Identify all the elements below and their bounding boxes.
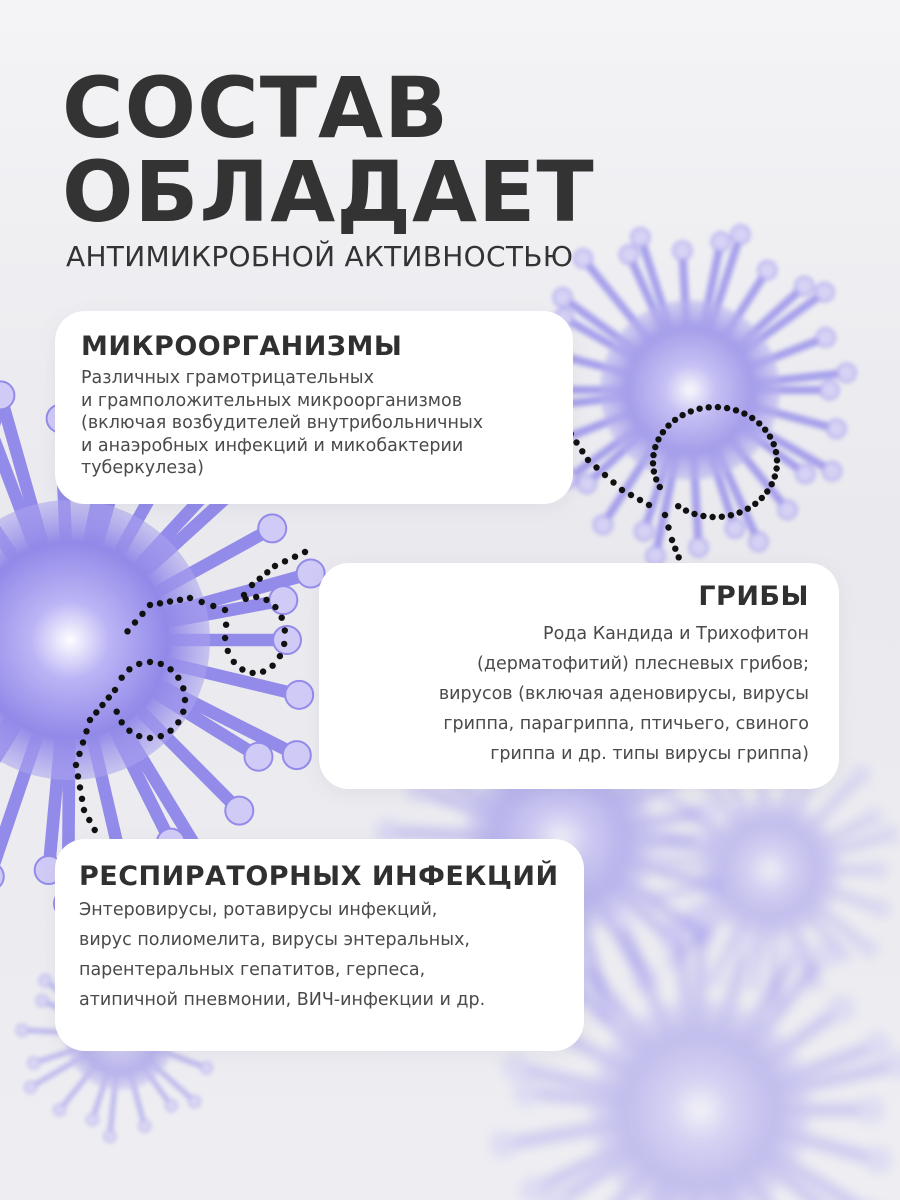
dotted-spiral: [292, 554, 298, 560]
dotted-spiral: [136, 661, 142, 667]
dotted-spiral: [655, 436, 661, 442]
dotted-spiral: [665, 524, 671, 530]
dotted-spiral: [691, 511, 697, 517]
dotted-spiral: [676, 554, 682, 560]
dotted-spiral: [756, 420, 762, 426]
dotted-spiral: [147, 735, 153, 741]
dotted-spiral: [272, 604, 278, 610]
dotted-spiral: [75, 773, 81, 779]
dotted-spiral: [715, 404, 721, 410]
dotted-spiral: [736, 509, 742, 515]
dotted-spiral: [767, 433, 773, 439]
dotted-spiral: [646, 502, 652, 508]
dotted-spiral: [573, 439, 579, 445]
dotted-spiral: [282, 627, 288, 633]
dotted-spiral: [223, 622, 229, 628]
dotted-spiral: [650, 452, 656, 458]
dotted-spiral: [77, 784, 83, 790]
dotted-spiral: [665, 422, 671, 428]
dotted-spiral: [610, 479, 616, 485]
dotted-spiral: [679, 412, 685, 418]
dotted-spiral: [263, 597, 269, 603]
card-text: Различных грамотрицательных и грамположительных микроорганизмов (включая возбудителей внутрибольничных и анаэробных инфекций и микобактерии туберкулеза): [81, 368, 484, 478]
dotted-spiral: [264, 569, 270, 575]
dotted-spiral: [132, 619, 138, 625]
dotted-spiral: [222, 635, 228, 641]
dotted-spiral: [157, 600, 163, 606]
dotted-spiral: [257, 576, 263, 582]
card-microorganisms: [55, 311, 573, 504]
dotted-spiral: [669, 537, 675, 543]
dotted-spiral: [86, 817, 92, 823]
dotted-spiral: [182, 697, 188, 703]
dotted-spiral: [158, 661, 164, 667]
dotted-spiral: [73, 762, 79, 768]
dotted-spiral: [83, 728, 89, 734]
dotted-spiral: [733, 407, 739, 413]
dotted-spiral: [112, 687, 118, 693]
dotted-spiral: [199, 599, 205, 605]
dotted-spiral: [683, 507, 689, 513]
dotted-spiral: [759, 495, 765, 501]
card-heading: ГРИБЫ: [698, 581, 809, 612]
dotted-spiral: [79, 796, 85, 802]
dotted-spiral: [81, 807, 87, 813]
dotted-spiral: [175, 719, 181, 725]
card-respiratory: [55, 839, 584, 1051]
dotted-spiral: [177, 597, 183, 603]
dotted-spiral: [249, 582, 255, 588]
dotted-spiral: [709, 514, 715, 520]
dotted-spiral: [272, 563, 278, 569]
dotted-spiral: [187, 595, 193, 601]
card-heading: МИКРООРГАНИЗМЫ: [81, 331, 403, 362]
dotted-spiral: [688, 408, 694, 414]
dotted-spiral: [773, 465, 779, 471]
dotted-spiral: [728, 512, 734, 518]
dotted-spiral: [672, 546, 678, 552]
dotted-spiral: [672, 417, 678, 423]
dotted-spiral: [650, 460, 656, 466]
dotted-spiral: [741, 410, 747, 416]
dotted-spiral: [662, 512, 668, 518]
dotted-spiral: [652, 444, 658, 450]
page-subtitle: АНТИМИКРОБНОЙ АКТИВНОСТЬЮ: [66, 240, 574, 273]
dotted-spiral: [762, 427, 768, 433]
dotted-spiral: [119, 675, 125, 681]
dotted-spiral: [619, 487, 625, 493]
dotted-spiral: [675, 503, 681, 509]
dotted-spiral: [637, 497, 643, 503]
dotted-spiral: [253, 594, 259, 600]
dotted-spiral: [724, 405, 730, 411]
dotted-spiral: [706, 404, 712, 410]
dotted-spiral: [180, 709, 186, 715]
dotted-spiral: [579, 448, 585, 454]
dotted-spiral: [269, 663, 275, 669]
dotted-spiral: [114, 709, 120, 715]
dotted-spiral: [745, 506, 751, 512]
dotted-spiral: [302, 549, 308, 555]
dotted-spiral: [124, 628, 130, 634]
dotted-spiral: [139, 611, 145, 617]
page-title: СОСТАВ ОБЛАДАЕТ: [62, 59, 595, 241]
dotted-spiral: [279, 615, 285, 621]
dotted-spiral: [657, 484, 663, 490]
dotted-spiral: [158, 733, 164, 739]
dotted-spiral: [231, 659, 237, 665]
dotted-spiral: [147, 659, 153, 665]
dotted-spiral: [180, 685, 186, 691]
dotted-spiral: [260, 668, 266, 674]
dotted-spiral: [76, 751, 82, 757]
dotted-spiral: [628, 492, 634, 498]
dotted-spiral: [700, 513, 706, 519]
dotted-spiral: [239, 666, 245, 672]
dotted-spiral: [660, 429, 666, 435]
dotted-spiral: [80, 739, 86, 745]
dotted-spiral: [277, 653, 283, 659]
dotted-spiral: [92, 827, 98, 833]
dotted-spiral: [210, 603, 216, 609]
dotted-spiral: [719, 514, 725, 520]
dotted-spiral: [602, 472, 608, 478]
dotted-spiral: [175, 675, 181, 681]
dotted-spiral: [136, 733, 142, 739]
dotted-spiral: [772, 473, 778, 479]
card-text: Энтеровирусы, ротавирусы инфекций, вирус полиомелита, вирусы энтеральных, парентеральных гепатитов, герпеса, атипичной пневмонии, ВИЧ-инфекции и др.: [79, 900, 486, 1010]
dotted-spiral: [222, 607, 228, 613]
dotted-spiral: [585, 457, 591, 463]
dotted-spiral: [282, 558, 288, 564]
dotted-spiral: [93, 709, 99, 715]
dotted-spiral: [126, 728, 132, 734]
dotted-spiral: [106, 694, 112, 700]
dotted-spiral: [774, 457, 780, 463]
dotted-spiral: [281, 641, 287, 647]
dotted-spiral: [126, 666, 132, 672]
dotted-spiral: [87, 717, 93, 723]
card-heading: РЕСПИРАТОРНЫХ ИНФЕКЦИЙ: [79, 861, 559, 892]
dotted-spiral: [99, 702, 105, 708]
dotted-spiral: [167, 598, 173, 604]
dotted-spiral: [769, 481, 775, 487]
dotted-spiral: [773, 449, 779, 455]
dotted-spiral: [119, 719, 125, 725]
dotted-spiral: [167, 666, 173, 672]
dotted-spiral: [764, 488, 770, 494]
card-text: Рода Кандида и Трихофитон (дерматофитий) плесневых грибов; вирусов (включая аденовирусы, вирусы гриппа, парагриппа, птичьего, свиного гриппа и др. типы вирусы гриппа): [438, 624, 809, 764]
dotted-spiral: [749, 415, 755, 421]
dotted-spiral: [225, 648, 231, 654]
dotted-spiral: [593, 464, 599, 470]
dotted-spiral: [696, 406, 702, 412]
dotted-spiral: [249, 670, 255, 676]
dotted-spiral: [752, 501, 758, 507]
dotted-spiral: [147, 602, 153, 608]
dotted-spiral: [771, 441, 777, 447]
dotted-spiral: [653, 476, 659, 482]
card-fungi: [319, 563, 839, 789]
dotted-spiral: [651, 468, 657, 474]
dotted-spiral: [167, 728, 173, 734]
dotted-spiral: [243, 596, 249, 602]
